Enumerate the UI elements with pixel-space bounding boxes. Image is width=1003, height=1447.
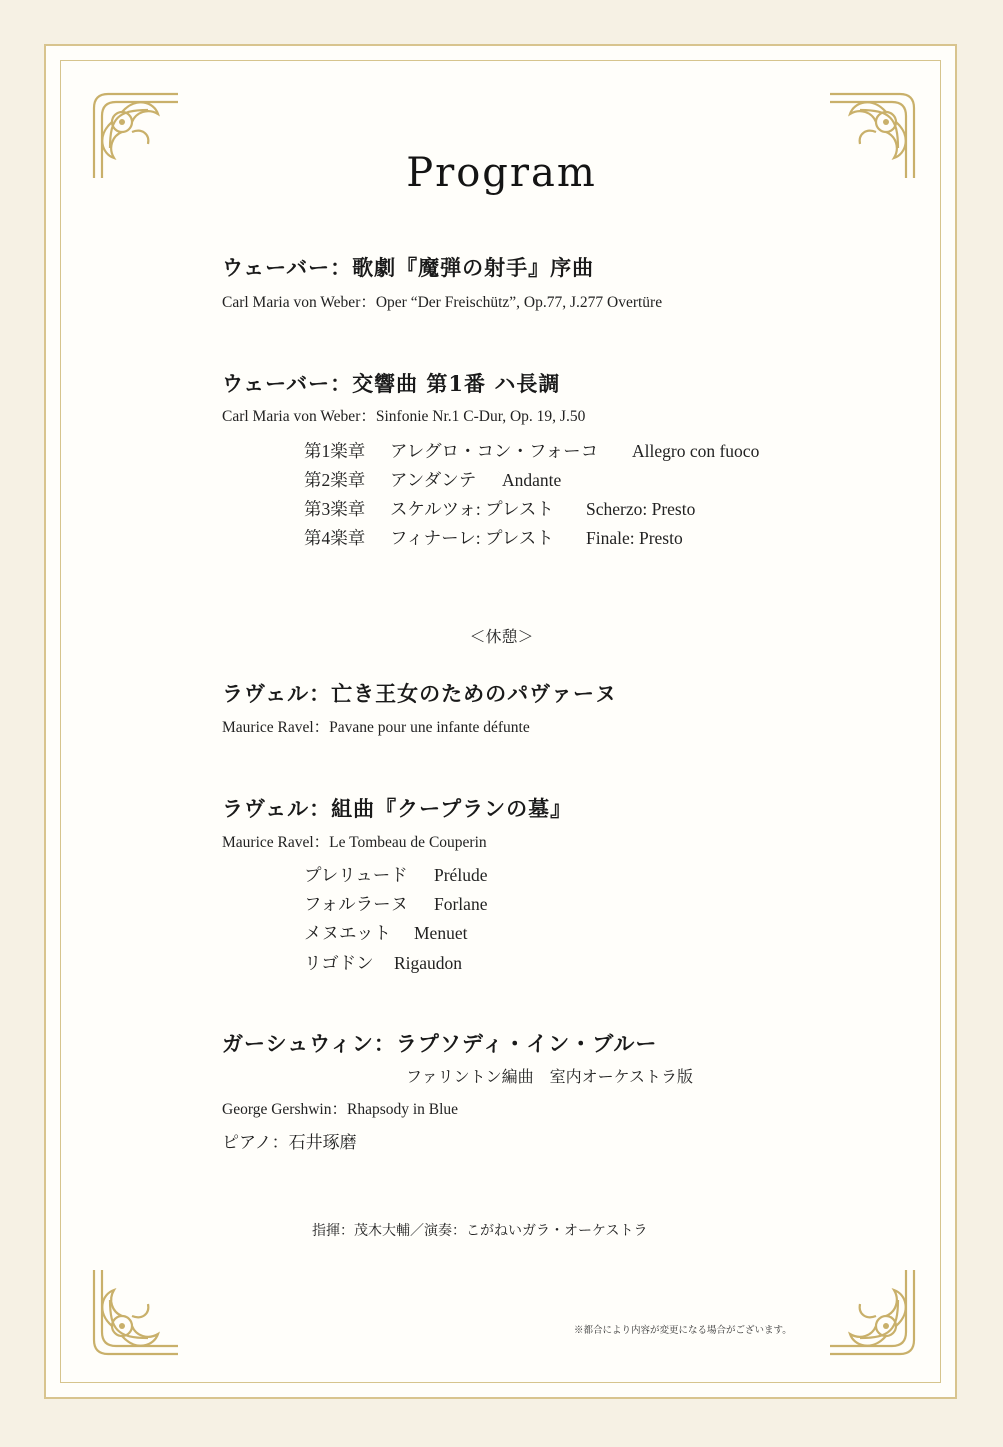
movement-title-jp: スケルツォ: プレスト <box>390 499 554 519</box>
movement-title-en: Andante <box>502 470 562 490</box>
movement-number: 第1楽章 <box>304 441 366 461</box>
movement-title-jp: アンダンテ <box>390 470 477 490</box>
piece-title-jp: ウェーバー：歌劇『魔弾の射手』序曲 <box>222 255 595 280</box>
movement-title-jp: プレリュード <box>304 865 408 885</box>
movement-row <box>304 467 561 492</box>
movement-title-en: Scherzo: Presto <box>586 499 696 519</box>
movement-row <box>304 525 683 550</box>
movement-number: 第4楽章 <box>304 528 366 548</box>
movement-row <box>304 496 695 521</box>
corner-ornament-icon <box>824 1264 920 1360</box>
movement-title-jp: メヌエット <box>304 923 392 943</box>
piece-title-jp: ガーシュウィン：ラプソディ・イン・ブルー <box>222 1031 658 1056</box>
piece-title-en: Maurice Ravel：Le Tombeau de Couperin <box>222 834 487 851</box>
movement-title-jp: フォルラーヌ <box>304 894 409 914</box>
movement-title-jp: フィナーレ: プレスト <box>390 528 554 548</box>
piece-title-en: Carl Maria von Weber：Sinfonie Nr.1 C-Dur, Op. 19, J.50 <box>222 408 586 425</box>
movement-row <box>304 438 759 463</box>
arrangement-note: ファリントン編曲 室内オーケストラ版 <box>406 1067 694 1086</box>
movement-title-en: Finale: Presto <box>586 528 683 548</box>
movement-row <box>304 862 487 887</box>
piece-title-en: Carl Maria von Weber：Oper “Der Freischütz”, Op.77, J.277 Overtüre <box>222 294 663 311</box>
movement-row <box>304 920 467 945</box>
corner-ornament-icon <box>88 1264 184 1360</box>
movement-title-en: Allegro con fuoco <box>632 441 760 461</box>
piece-title-jp: ラヴェル：亡き王女のためのパヴァーヌ <box>222 681 617 706</box>
movement-row <box>304 891 487 916</box>
piece-title-jp: ラヴェル：組曲『クープランの墓』 <box>222 796 573 821</box>
movement-row <box>304 950 462 975</box>
movement-title-en: Rigaudon <box>394 953 463 973</box>
movement-title-en: Prélude <box>434 865 488 885</box>
movement-title-en: Menuet <box>414 923 468 943</box>
movement-title-en: Forlane <box>434 894 488 914</box>
movement-number: 第3楽章 <box>304 499 366 519</box>
movement-title-jp: リゴドン <box>304 953 374 973</box>
piece-title-en: Maurice Ravel：Pavane pour une infante défunte <box>222 719 530 736</box>
intermission-label: ＜休憩＞ <box>469 627 534 646</box>
soloist-credit: ピアノ：石井琢磨 <box>222 1133 357 1153</box>
movement-number: 第2楽章 <box>304 470 366 490</box>
piece-title-jp: ウェーバー：交響曲 第1番 ハ長調 <box>222 371 561 396</box>
change-notice: ※都合により内容が変更になる場合がございます。 <box>574 1325 792 1336</box>
movement-title-jp: アレグロ・コン・フォーコ <box>390 441 599 461</box>
page-title: Program <box>406 150 597 196</box>
piece-title-en: George Gershwin：Rhapsody in Blue <box>222 1101 459 1118</box>
performers-credit: 指揮：茂木大輔／演奏：こがねいガラ・オーケストラ <box>312 1223 648 1239</box>
